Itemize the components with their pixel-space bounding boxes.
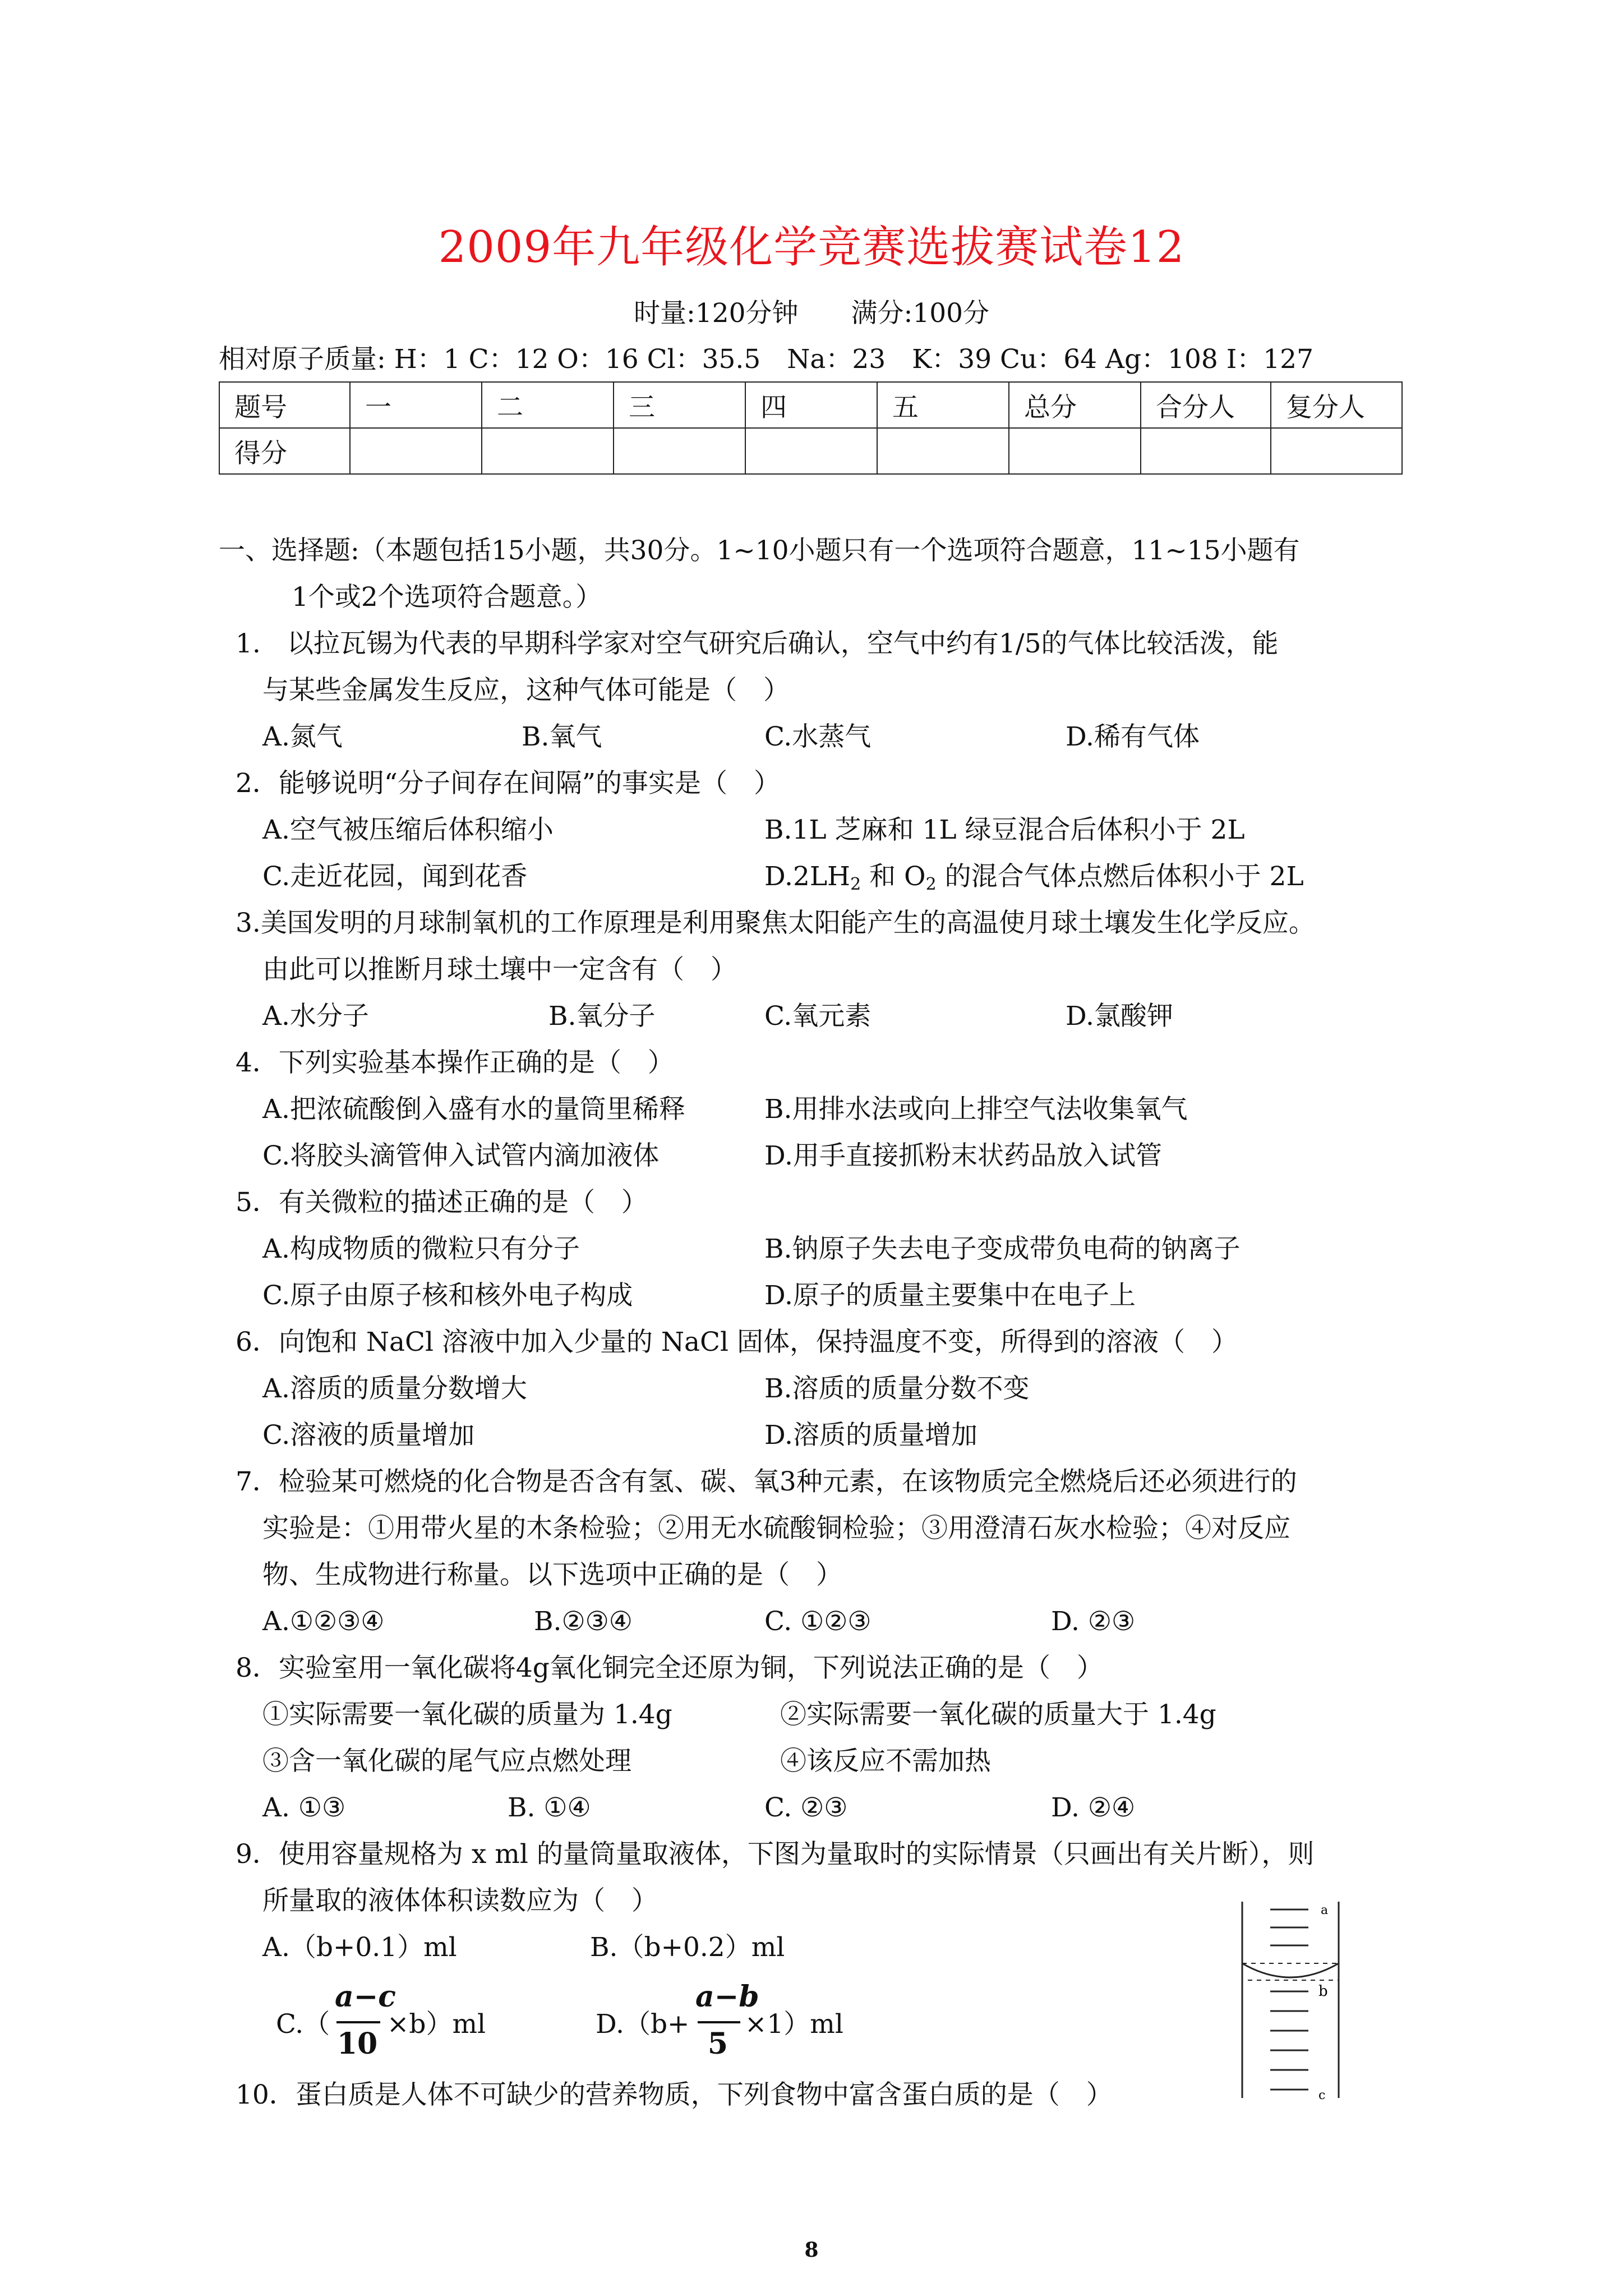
q8-statement-1: ①实际需要一氧化碳的质量为 1.4g bbox=[262, 1699, 672, 1730]
score-cell[interactable] bbox=[877, 428, 1009, 474]
q9-c-fraction-bar bbox=[336, 2021, 380, 2023]
score-header-cell: 二 bbox=[482, 382, 614, 428]
q7-stem: 7．检验某可燃烧的化合物是否含有氢、碳、氧3种元素，在该物质完全燃烧后还必须进行的 bbox=[236, 1466, 1297, 1497]
q1-stem: 1. 以拉瓦锡为代表的早期科学家对空气研究后确认，空气中约有1/5的气体比较活泼，能 bbox=[236, 628, 1279, 659]
q4-option-d: D.用手直接抓粉末状药品放入试管 bbox=[764, 1140, 1162, 1171]
label-b: b bbox=[1318, 1983, 1328, 2000]
q6-option-b: B.溶质的质量分数不变 bbox=[764, 1373, 1030, 1404]
q1-stem-cont: 与某些金属发生反应，这种气体可能是（ ） bbox=[262, 675, 790, 706]
q3-option-c: C.氧元素 bbox=[764, 1001, 872, 1032]
q5-option-a: A.构成物质的微粒只有分子 bbox=[262, 1234, 580, 1264]
q9-c-denominator: 10 bbox=[336, 2027, 378, 2061]
q9-option-c-prefix: C.（ bbox=[276, 2009, 330, 2040]
q2-option-a: A.空气被压缩后体积缩小 bbox=[262, 815, 554, 845]
q6-option-c: C.溶液的质量增加 bbox=[262, 1420, 475, 1451]
score-header-cell: 三 bbox=[614, 382, 745, 428]
q2-d-subscript: 2 bbox=[850, 875, 861, 894]
score-header-cell: 五 bbox=[877, 382, 1009, 428]
score-cell[interactable] bbox=[1009, 428, 1141, 474]
exam-info: 时量:120分钟 满分:100分 bbox=[633, 298, 990, 329]
score-cell[interactable] bbox=[1141, 428, 1271, 474]
score-header-cell: 题号 bbox=[219, 382, 350, 428]
q6-option-d: D.溶质的质量增加 bbox=[764, 1420, 978, 1451]
q3-option-a: A.水分子 bbox=[262, 1001, 369, 1032]
score-table bbox=[219, 381, 1403, 475]
score-cell[interactable] bbox=[1271, 428, 1402, 474]
score-table-score-row bbox=[219, 428, 1402, 474]
exam-title: 2009年九年级化学竞赛选拔赛试卷12 bbox=[438, 222, 1185, 273]
q2-stem: 2．能够说明“分子间存在间隔”的事实是（ ） bbox=[236, 768, 780, 799]
q2-d-text: 和 O bbox=[861, 861, 926, 892]
q4-option-a: A.把浓硫酸倒入盛有水的量筒里稀释 bbox=[262, 1094, 685, 1125]
q2-option-b: B.1L 芝麻和 1L 绿豆混合后体积小于 2L bbox=[764, 815, 1245, 845]
q9-option-b: B.（b+0.2）ml bbox=[590, 1932, 785, 1963]
q4-option-b: B.用排水法或向上排空气法收集氧气 bbox=[764, 1094, 1188, 1125]
q8-statement-3: ③含一氧化碳的尾气应点燃处理 bbox=[262, 1746, 631, 1777]
q9-option-a: A.（b+0.1）ml bbox=[262, 1932, 457, 1963]
q7-option-d: D. ②③ bbox=[1051, 1606, 1136, 1637]
q5-stem: 5．有关微粒的描述正确的是（ ） bbox=[236, 1187, 648, 1218]
section1-heading: 一、选择题:（本题包括15小题，共30分。1~10小题只有一个选项符合题意，11~15小题有 bbox=[219, 535, 1300, 566]
section1-heading-cont: 1个或2个选项符合题意。） bbox=[292, 582, 602, 613]
q8-statement-4: ④该反应不需加热 bbox=[780, 1746, 991, 1777]
score-header-cell: 四 bbox=[745, 382, 877, 428]
score-cell[interactable] bbox=[614, 428, 745, 474]
q8-stem: 8．实验室用一氧化碳将4g氧化铜完全还原为铜，下列说法正确的是（ ） bbox=[236, 1653, 1103, 1683]
q8-statement-2: ②实际需要一氧化碳的质量大于 1.4g bbox=[780, 1699, 1216, 1730]
q5-option-b: B.钠原子失去电子变成带负电荷的钠离子 bbox=[764, 1234, 1241, 1264]
q7-option-a: A.①②③④ bbox=[262, 1606, 385, 1637]
page-number: 8 bbox=[804, 2238, 819, 2262]
q8-option-c: C. ②③ bbox=[764, 1792, 848, 1823]
q3-option-b: B.氧分子 bbox=[548, 1001, 656, 1032]
q5-option-c: C.原子由原子核和核外电子构成 bbox=[262, 1280, 633, 1311]
graduated-cylinder-figure bbox=[1231, 1896, 1360, 2104]
q9-d-fraction-bar bbox=[698, 2021, 740, 2023]
label-a: a bbox=[1321, 1903, 1329, 1917]
q9-c-numerator: a−c bbox=[335, 1980, 396, 2014]
q9-d-numerator: a−b bbox=[695, 1980, 759, 2014]
q9-stem-cont: 所量取的液体体积读数应为（ ） bbox=[262, 1885, 658, 1916]
q6-stem: 6．向饱和 NaCl 溶液中加入少量的 NaCl 固体，保持温度不变，所得到的溶液（ ） bbox=[236, 1327, 1238, 1358]
score-row-label: 得分 bbox=[219, 428, 350, 474]
q2-option-d bbox=[764, 861, 1304, 894]
score-cell[interactable] bbox=[482, 428, 614, 474]
q8-option-d: D. ②④ bbox=[1051, 1792, 1136, 1823]
q5-option-d: D.原子的质量主要集中在电子上 bbox=[764, 1280, 1136, 1311]
q4-stem: 4．下列实验基本操作正确的是（ ） bbox=[236, 1047, 674, 1078]
q2-d-subscript: 2 bbox=[925, 875, 937, 894]
q3-option-d: D.氯酸钾 bbox=[1066, 1001, 1173, 1032]
q9-stem: 9．使用容量规格为 x ml 的量筒量取液体，下图为量取时的实际情景（只画出有关片断），则 bbox=[236, 1839, 1315, 1870]
q1-option-d: D.稀有气体 bbox=[1066, 721, 1200, 752]
q2-option-c: C.走近花园，闻到花香 bbox=[262, 861, 528, 892]
score-cell[interactable] bbox=[745, 428, 877, 474]
q9-option-d-prefix: D.（b+ bbox=[596, 2009, 690, 2040]
q9-d-denominator: 5 bbox=[707, 2027, 728, 2061]
q10-stem: 10．蛋白质是人体不可缺少的营养物质，下列食物中富含蛋白质的是（ ） bbox=[236, 2079, 1113, 2110]
q9-option-d-suffix: ×1）ml bbox=[745, 2009, 843, 2040]
q7-option-b: B.②③④ bbox=[534, 1606, 633, 1637]
q1-option-a: A.氮气 bbox=[262, 721, 343, 752]
q7-option-c: C. ①②③ bbox=[764, 1606, 872, 1637]
q7-stem-cont: 实验是：①用带火星的木条检验；②用无水硫酸铜检验；③用澄清石灰水检验；④对反应 bbox=[262, 1513, 1290, 1544]
q2-d-text: 的混合气体点燃后体积小于 2L bbox=[936, 861, 1304, 892]
q8-option-a: A. ①③ bbox=[262, 1792, 346, 1823]
score-header-cell: 一 bbox=[350, 382, 482, 428]
score-header-cell: 合分人 bbox=[1141, 382, 1271, 428]
q8-option-b: B. ①④ bbox=[508, 1792, 591, 1823]
q4-option-c: C.将胶头滴管伸入试管内滴加液体 bbox=[262, 1140, 660, 1171]
score-cell[interactable] bbox=[350, 428, 482, 474]
score-table-header-row bbox=[219, 382, 1402, 428]
q7-stem-cont: 物、生成物进行称量。以下选项中正确的是（ ） bbox=[262, 1559, 842, 1590]
label-c: c bbox=[1318, 2088, 1326, 2102]
q6-option-a: A.溶质的质量分数增大 bbox=[262, 1373, 527, 1404]
q3-stem-cont: 由此可以推断月球土壤中一定含有（ ） bbox=[262, 954, 737, 985]
liquid-meniscus bbox=[1242, 1963, 1339, 1977]
q1-option-c: C.水蒸气 bbox=[764, 721, 872, 752]
score-header-cell: 复分人 bbox=[1271, 382, 1402, 428]
q3-stem: 3.美国发明的月球制氧机的工作原理是利用聚焦太阳能产生的高温使月球土壤发生化学反应。 bbox=[236, 908, 1315, 938]
score-header-cell: 总分 bbox=[1009, 382, 1141, 428]
q2-d-text: D.2LH bbox=[764, 861, 851, 892]
atomic-masses: 相对原子质量: H：1 C：12 O：16 Cl：35.5 Na：23 K：39 Cu：64 Ag：108 I：127 bbox=[219, 344, 1313, 375]
q1-option-b: B.氧气 bbox=[522, 721, 602, 752]
q9-option-c-suffix: ×b）ml bbox=[387, 2009, 486, 2040]
